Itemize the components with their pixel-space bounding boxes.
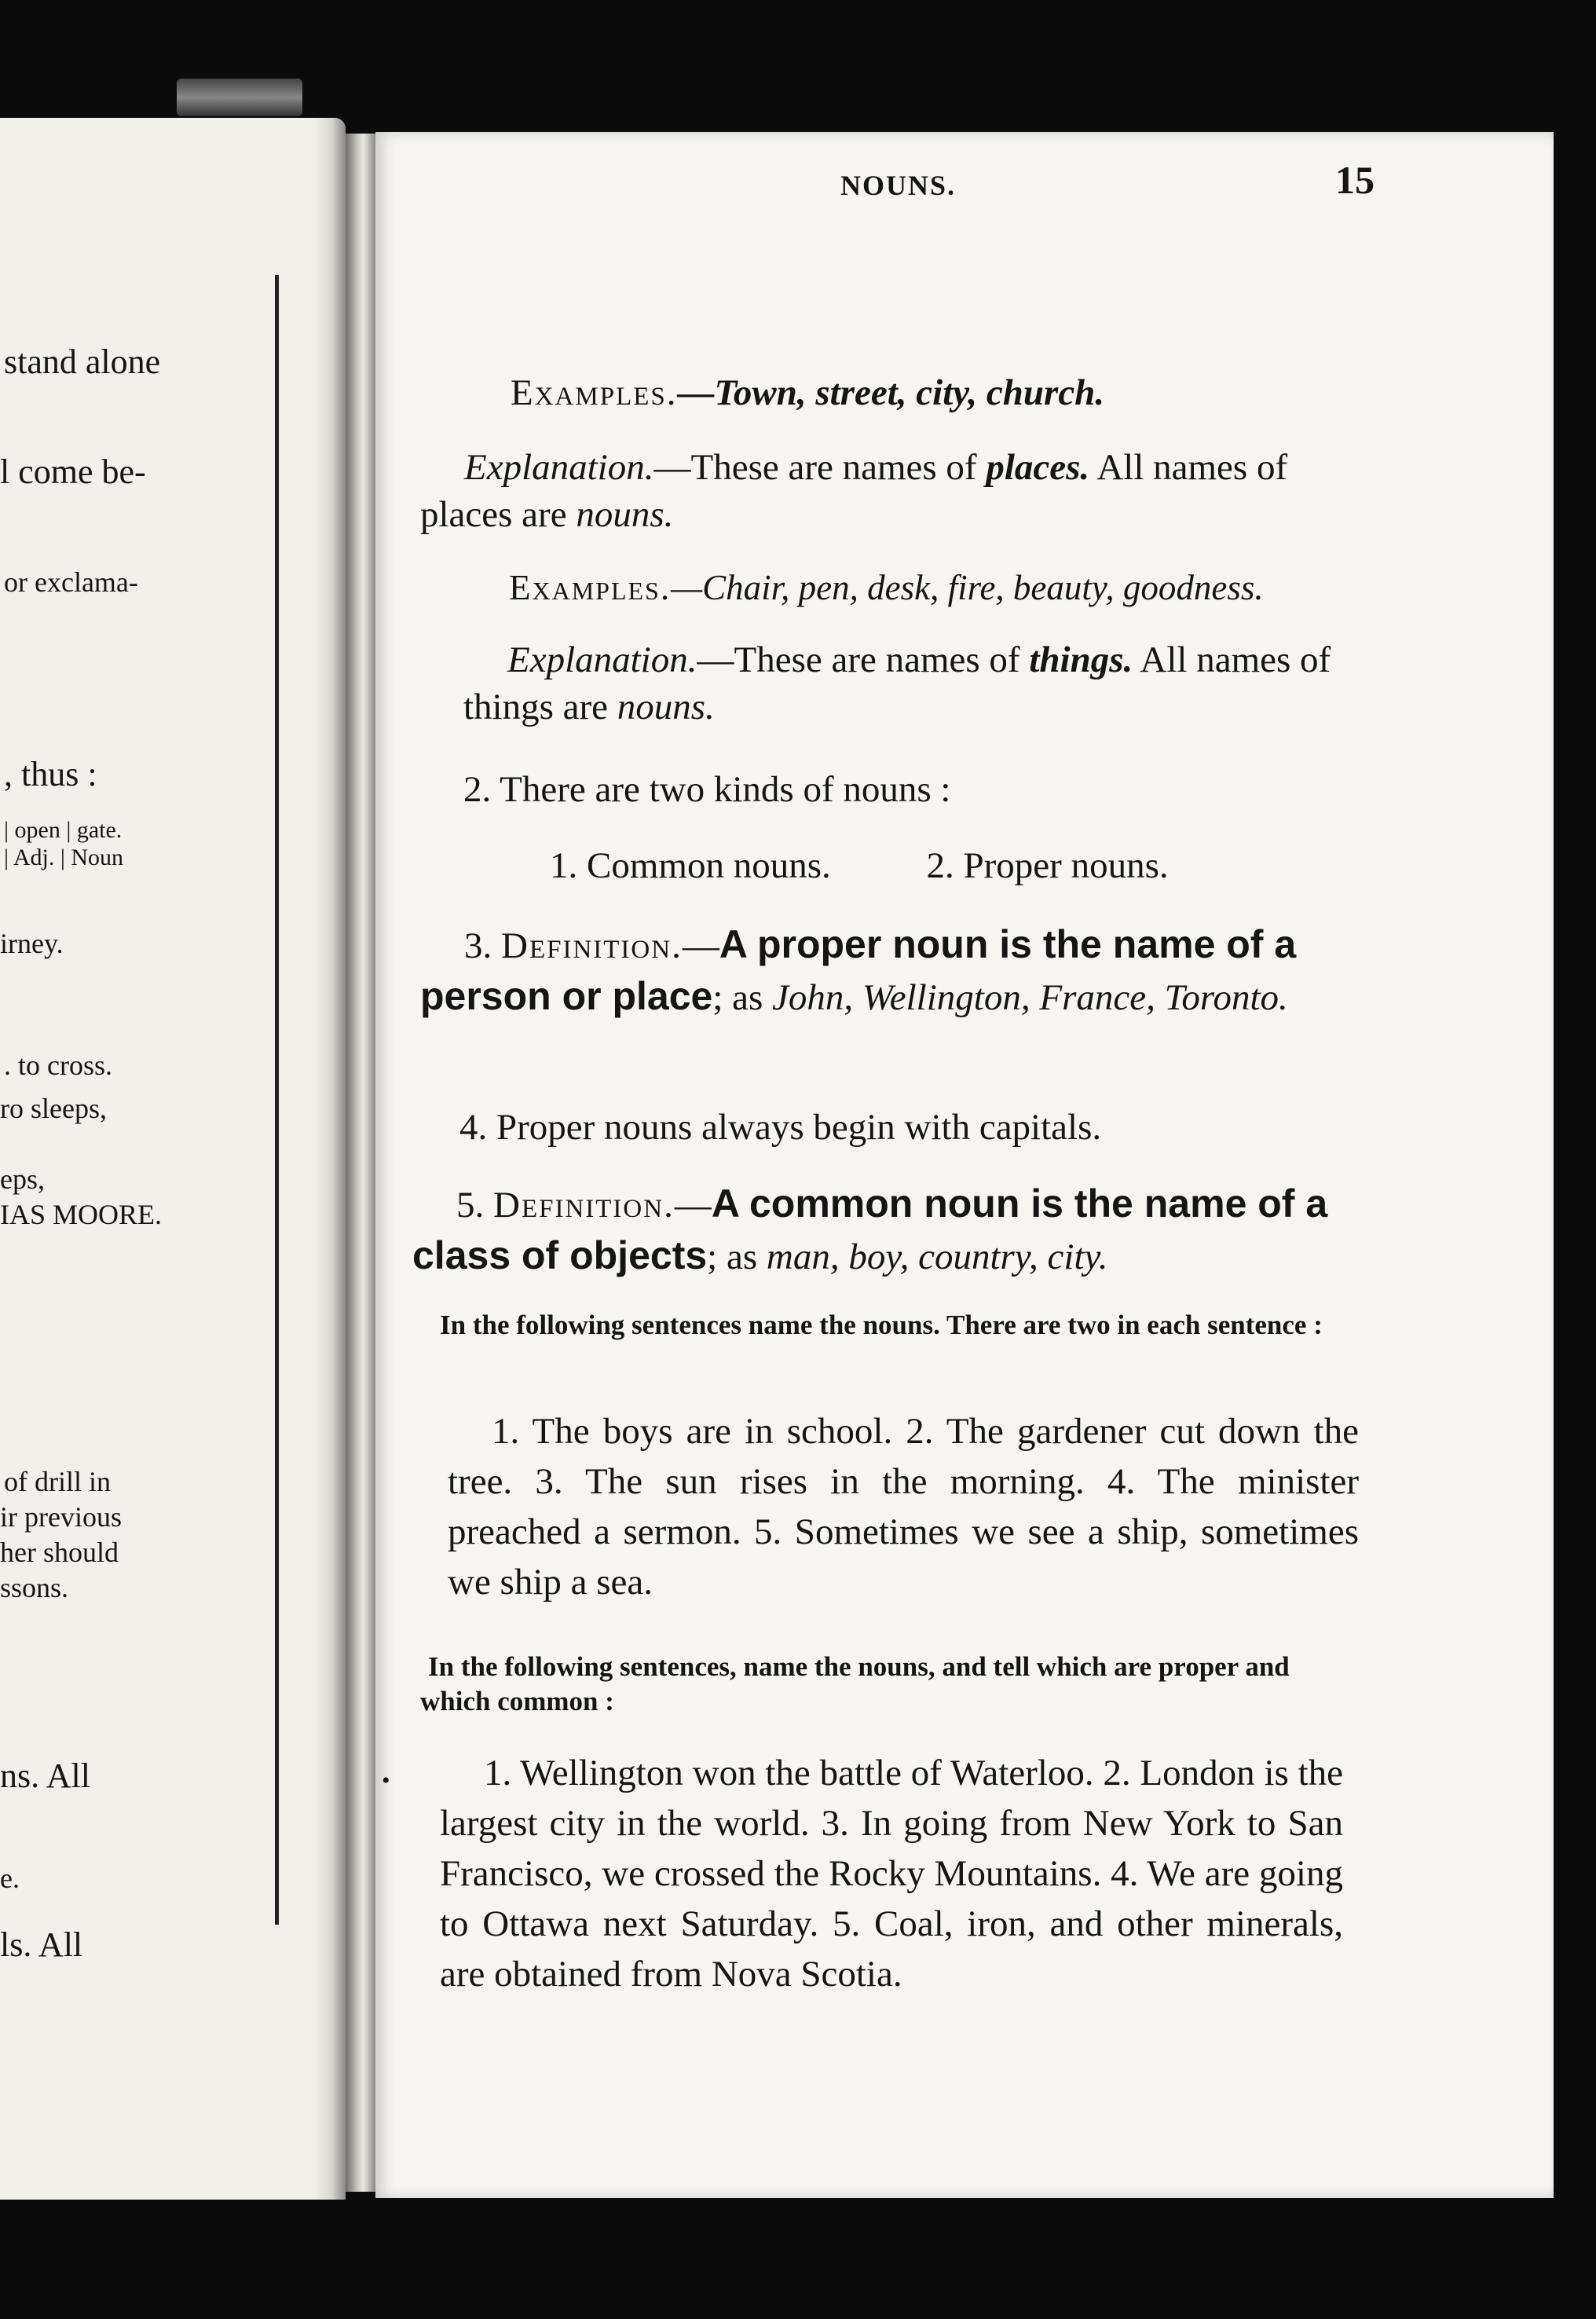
kinds-of-nouns: [550, 844, 1255, 887]
examples-places: [511, 369, 1375, 416]
exercise-1-text: 1. The boys are in school. 2. The gardener cut down the tree. 3. The sun rises in the morning. 4. The minister preached a sermon. 5. Sometimes we see a ship, sometimes we ship a sea.: [448, 1411, 1359, 1603]
margin-mark: •: [382, 1768, 390, 1793]
facing-page-line: her should: [0, 1537, 119, 1568]
exercise-2-text: 1. Wellington won the battle of Waterloo. 2. London is the largest city in the world. 3. In going from New York to San Francisco, we crossed the Rocky Mountains. 4. We are going to Ottawa next Saturday. 5. Coal, iron, and other minerals, are obtained from Nova Scotia.: [440, 1753, 1343, 1995]
page-number: 15: [1335, 158, 1375, 202]
facing-page-line: . to cross.: [4, 1050, 112, 1081]
item-2: 2. There are two kinds of nouns :: [463, 769, 951, 810]
explanation-places: [420, 444, 1367, 538]
facing-page-line: irney.: [0, 928, 64, 959]
definition-bold: A common noun is the name of a class of objects: [412, 1181, 1328, 1277]
definition-dash: —: [674, 1185, 712, 1225]
definition-common-noun: [412, 1178, 1355, 1282]
facing-page-line: ns. All: [0, 1757, 90, 1795]
examples-text: —Town, street, city, church.: [677, 372, 1105, 413]
explanation-text: All names of things are: [463, 639, 1331, 727]
facing-page-line: of drill in: [4, 1466, 111, 1497]
explanation-emphasis: things.: [1029, 639, 1133, 680]
binding-thread: [275, 275, 279, 1925]
item-4: 4. Proper nouns always begin with capitals.: [459, 1107, 1102, 1148]
examples-label: Examples.: [509, 568, 672, 607]
exercise-2-sentences: [440, 1748, 1343, 1999]
explanation-label: Explanation.: [464, 447, 654, 488]
definition-number: 5.: [456, 1185, 493, 1225]
explanation-emphasis: nouns.: [617, 687, 715, 727]
explanation-text: All names of places are: [420, 447, 1288, 535]
facing-page-line: stand alone: [4, 343, 161, 381]
definition-proper-noun: [420, 919, 1363, 1023]
explanation-text: —These are names of: [697, 639, 1030, 680]
facing-page-line: l come be-: [0, 452, 146, 491]
facing-page-line: or exclama-: [4, 566, 138, 598]
book-spine: [346, 134, 375, 2192]
facing-page: [0, 118, 346, 2200]
exercise-2-instruction: [420, 1650, 1363, 1719]
facing-page-line: | open | gate.: [4, 817, 123, 843]
definition-label: Definition.: [501, 925, 683, 966]
exercise-1-sentences: [448, 1406, 1359, 1607]
facing-page-line: ls. All: [0, 1925, 83, 1964]
exercise-1-instruction-text: In the following sentences name the nouns. There are two in each sentence :: [440, 1310, 1323, 1340]
explanation-text: —These are names of: [653, 447, 987, 488]
explanation-emphasis: nouns.: [576, 494, 674, 535]
facing-page-line: IAS MOORE.: [0, 1199, 163, 1230]
definition-examples: John, Wellington, France, Toronto.: [772, 977, 1288, 1018]
definition-rest: ; as: [707, 1236, 767, 1277]
examples-things: [509, 564, 1381, 611]
facing-page-line: eps,: [0, 1163, 45, 1195]
examples-text: —Chair, pen, desk, fire, beauty, goodness.: [671, 568, 1264, 607]
facing-page-line: ir previous: [0, 1501, 122, 1533]
binding-clip: [177, 79, 302, 116]
exercise-2-instruction-text: In the following sentences, name the nouns, and tell which are proper and which common :: [420, 1651, 1290, 1716]
facing-page-line: ssons.: [0, 1572, 69, 1603]
facing-page-line: , thus :: [4, 755, 97, 793]
definition-bold: A proper noun is the name of a person or place: [420, 922, 1297, 1018]
page-gutter: [314, 118, 346, 2200]
explanation-label: Explanation.: [507, 639, 697, 680]
facing-page-line: e.: [0, 1863, 20, 1894]
running-head: NOUNS.: [840, 170, 957, 201]
explanation-things: [463, 636, 1367, 731]
explanation-emphasis: places.: [986, 447, 1090, 488]
definition-rest: ; as: [712, 977, 773, 1018]
definition-number: 3.: [464, 925, 501, 966]
facing-page-line: ro sleeps,: [0, 1093, 107, 1124]
definition-dash: —: [682, 925, 719, 966]
definition-examples: man, boy, country, city.: [766, 1236, 1108, 1277]
exercise-1-instruction: [416, 1308, 1359, 1343]
definition-label: Definition.: [493, 1185, 675, 1225]
examples-label: Examples.: [511, 372, 678, 413]
kind-common: 1. Common nouns.: [550, 845, 831, 886]
kind-proper: 2. Proper nouns.: [926, 845, 1169, 886]
facing-page-line: | Adj. | Noun: [4, 844, 124, 870]
